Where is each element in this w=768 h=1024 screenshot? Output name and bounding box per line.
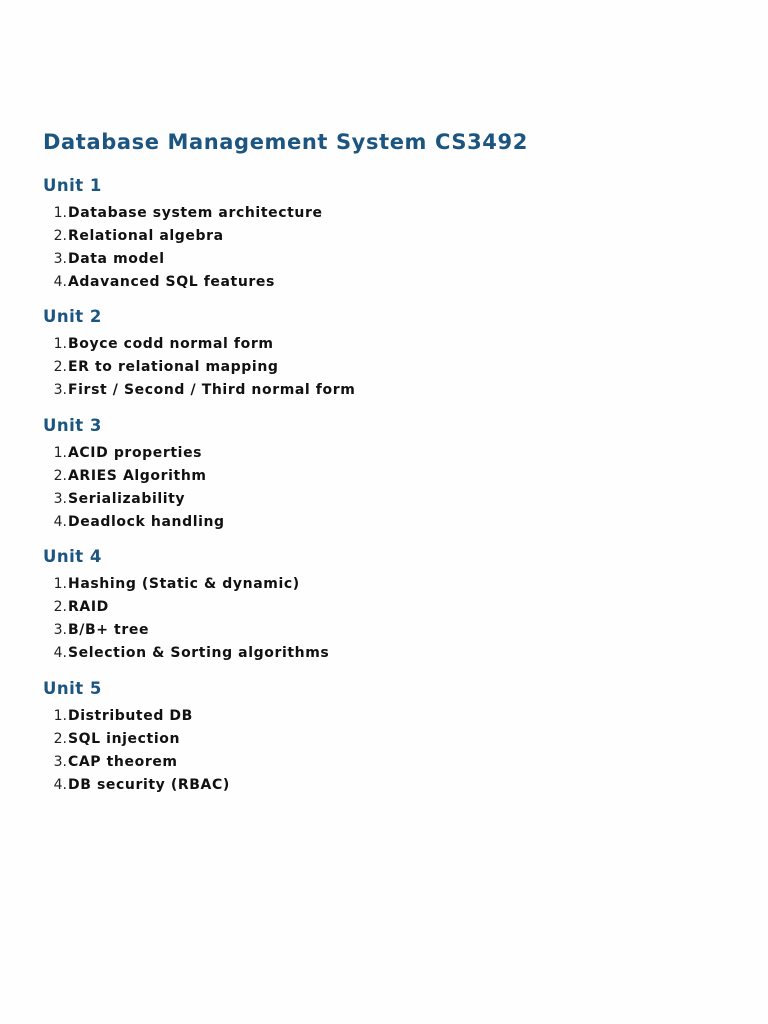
list-item-number: 4. — [53, 645, 67, 661]
list-item-number: 4. — [53, 514, 67, 530]
list-item-number: 1. — [53, 336, 67, 352]
unit-1-heading: Unit 1 — [43, 176, 102, 195]
list-item-text: First / Second / Third normal form — [68, 382, 356, 398]
list-item-text: ARIES Algorithm — [68, 468, 207, 484]
list-item-number: 3. — [53, 754, 67, 770]
unit-2-heading: Unit 2 — [43, 307, 102, 326]
list-item-text: Hashing (Static & dynamic) — [68, 576, 300, 592]
list-item-text: Deadlock handling — [68, 514, 225, 530]
list-item-number: 1. — [53, 576, 67, 592]
list-item-number: 4. — [53, 777, 67, 793]
list-item-text: DB security (RBAC) — [68, 777, 230, 793]
list-item-text: B/B+ tree — [68, 622, 150, 638]
list-item-number: 2. — [53, 731, 67, 747]
unit-4-heading: Unit 4 — [43, 547, 102, 566]
unit-5-heading: Unit 5 — [43, 679, 102, 698]
list-item-text: SQL injection — [68, 731, 181, 747]
list-item-number: 3. — [53, 251, 67, 267]
list-item-text: Data model — [68, 251, 165, 267]
list-item-number: 2. — [53, 599, 67, 615]
list-item-text: RAID — [68, 599, 109, 615]
list-item-text: ER to relational mapping — [68, 359, 279, 375]
list-item-number: 2. — [53, 228, 67, 244]
list-item-number: 2. — [53, 359, 67, 375]
list-item-number: 3. — [53, 491, 67, 507]
list-item-text: Adavanced SQL features — [68, 274, 275, 290]
unit-3-heading: Unit 3 — [43, 416, 102, 435]
list-item-number: 3. — [53, 622, 67, 638]
list-item-number: 2. — [53, 468, 67, 484]
list-item-number: 4. — [53, 274, 67, 290]
list-item-number: 1. — [53, 205, 67, 221]
list-item-text: Distributed DB — [68, 708, 193, 724]
list-item-number: 1. — [53, 445, 67, 461]
list-item-text: Database system architecture — [68, 205, 323, 221]
list-item-text: Serializability — [68, 491, 186, 507]
list-item-text: ACID properties — [68, 445, 203, 461]
list-item-text: CAP theorem — [68, 754, 178, 770]
list-item-number: 1. — [53, 708, 67, 724]
list-item-text: Boyce codd normal form — [68, 336, 274, 352]
list-item-text: Relational algebra — [68, 228, 224, 244]
list-item-text: Selection & Sorting algorithms — [68, 645, 330, 661]
list-item-number: 3. — [53, 382, 67, 398]
page-title: Database Management System CS3492 — [43, 130, 528, 154]
